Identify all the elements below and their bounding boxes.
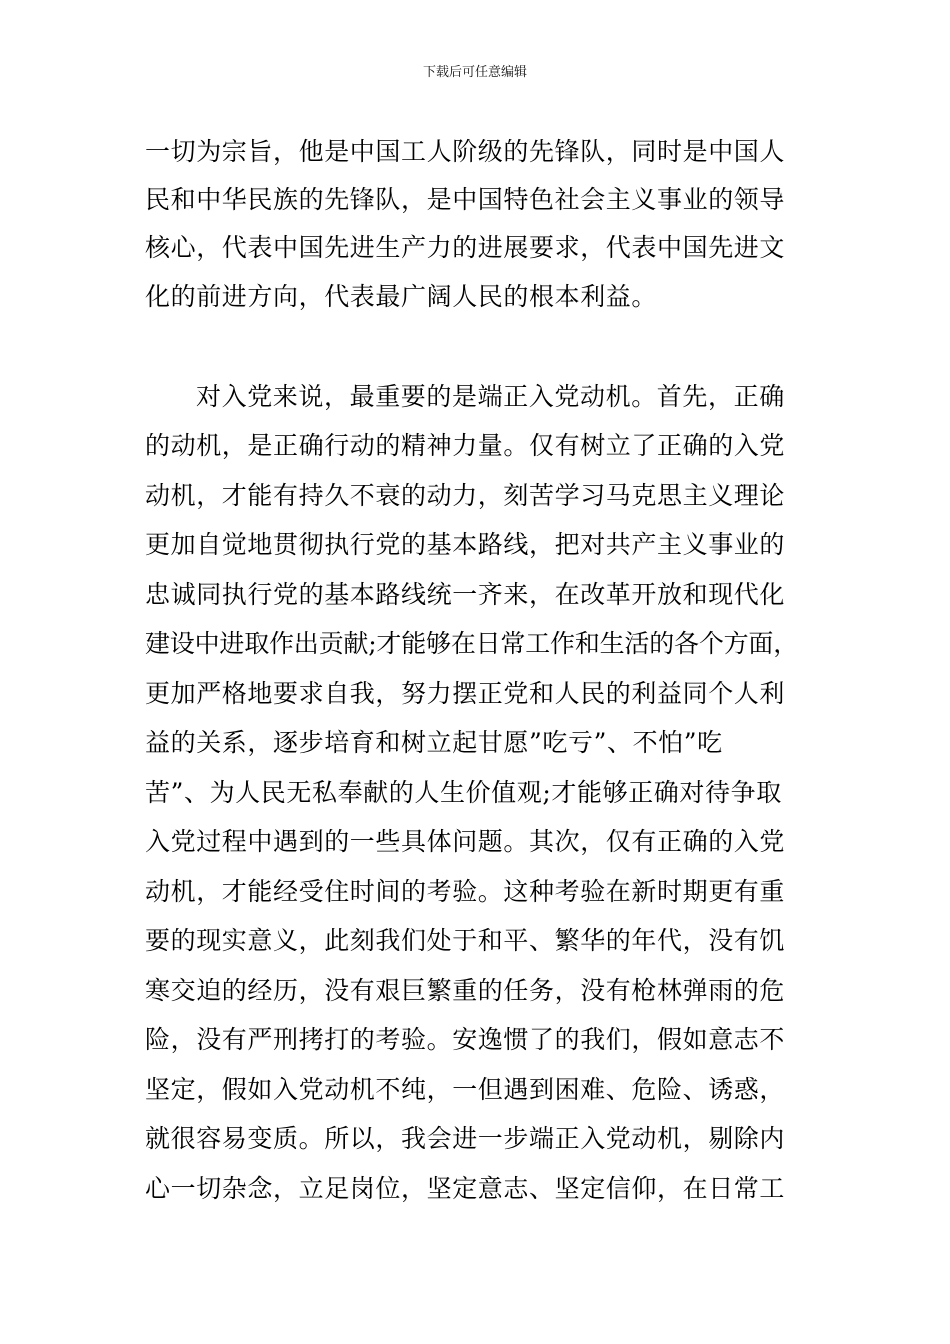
text-line: 一切为宗旨，他是中国工人阶级的先锋队，同时是中国人 — [145, 137, 786, 166]
text-line: 更加严格地要求自我，努力摆正党和人民的利益同个人利 — [145, 679, 786, 708]
text-line: 险，没有严刑拷打的考验。安逸惯了的我们，假如意志不 — [145, 1025, 786, 1054]
text-line: 动机，才能经受住时间的考验。这种考验在新时期更有重 — [145, 877, 786, 906]
text-line: 苦”、为人民无私奉献的人生价值观;才能够正确对待争取 — [145, 778, 782, 807]
text-line: 化的前进方向，代表最广阔人民的根本利益。 — [145, 282, 658, 311]
text-line: 寒交迫的经历，没有艰巨繁重的任务，没有枪林弹雨的危 — [145, 976, 786, 1005]
text-line: 心一切杂念，立足岗位，坚定意志、坚定信仰，在日常工 — [145, 1174, 786, 1203]
text-line: 就很容易变质。所以，我会进一步端正入党动机，剔除内 — [145, 1124, 786, 1153]
text-line: 要的现实意义，此刻我们处于和平、繁华的年代，没有饥 — [145, 926, 786, 955]
text-line: 核心，代表中国先进生产力的进展要求，代表中国先进文 — [145, 233, 786, 262]
page-header: 下载后可任意编辑 — [422, 65, 527, 80]
text-line: 忠诚同执行党的基本路线统一齐来，在改革开放和现代化 — [145, 580, 786, 609]
text-line: 建设中进取作出贡献;才能够在日常工作和生活的各个方面， — [145, 629, 799, 658]
text-line: 的动机，是正确行动的精神力量。仅有树立了正确的入党 — [145, 431, 786, 460]
text-line: 对入党来说，最重要的是端正入党动机。首先，正确 — [196, 382, 785, 411]
text-line: 更加自觉地贯彻执行党的基本路线，把对共产主义事业的 — [145, 530, 786, 559]
text-line: 入党过程中遇到的一些具体问题。其次，仅有正确的入党 — [145, 827, 786, 856]
text-line: 益的关系，逐步培育和树立起甘愿”吃亏”、不怕”吃 — [145, 728, 723, 757]
text-line: 动机，才能有持久不衰的动力，刻苦学习马克思主义理论 — [145, 481, 786, 510]
text-line: 坚定，假如入党动机不纯，一但遇到困难、危险、诱惑， — [145, 1075, 786, 1104]
text-line: 民和中华民族的先锋队，是中国特色社会主义事业的领导 — [145, 185, 786, 214]
